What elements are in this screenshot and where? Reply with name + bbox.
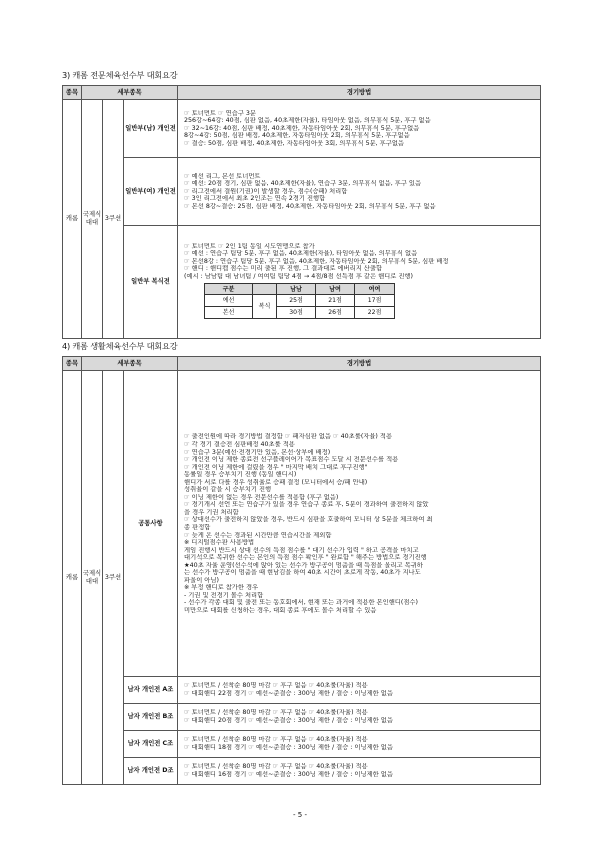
sport-cell: 캐롬: [63, 371, 82, 785]
group-name: 일반부(여) 개인전: [124, 158, 178, 226]
section3-table: [62, 85, 541, 339]
group-rules: [178, 158, 541, 226]
rule-line: ☞ 토너먼트 ☞ 2인 1팀 동일 시도연맹으로 참가: [184, 242, 315, 250]
rule-line: ☞ 토너먼트 / 선착순 80명 마감 ☞ 후구 없음 ☞ 40초룰(자율) 적용: [184, 709, 368, 717]
sport-cell: 캐롬: [63, 100, 82, 339]
rule-line: 게임 진행시 반드시 상대 선수의 득점 점수를 " 대기 선수가 입력 " 하고 공격을 마치고: [184, 546, 419, 554]
group-name: 일반부(남) 개인전: [124, 100, 178, 158]
cushion-cell: 3쿠션: [103, 100, 124, 339]
section4-title: 4) 캐롬 생활체육선수부 대회요강: [62, 341, 178, 351]
division-name: 남자 개인전 B조: [124, 704, 178, 731]
rule-line: ※ 디지털점수판 사용방법: [184, 539, 255, 547]
handicap-table: [204, 283, 395, 319]
handicap-cell: 30점: [277, 307, 316, 319]
handicap-cell: 22점: [355, 307, 395, 319]
division-name: 남자 개인전 A조: [124, 677, 178, 704]
rule-line: ☞ 대회핸디 18점 경기 ☞ 예선~준결승 : 300닝 제한 / 결승 : 이닝제한 없음: [184, 744, 393, 751]
header-category: 종목: [63, 357, 82, 371]
rule-line: ☞ 상대선수가 출전하지 않았을 경우, 반드시 심판을 호출하여 모니터 상 5분을 체크하여 최: [184, 516, 433, 524]
rule-line: ★40초 자율 운영(선수석에 앉아 있는 선수가 방구공이 멈춤을 때 득점을 올리고 복귀하: [184, 561, 423, 569]
rule-line: ※ 부정 핸디로 참가한 경우: [184, 584, 259, 592]
rule-line: ☞ 연습구 3분(예선·전경기만 있음, 본선·상부에 배정): [184, 448, 331, 456]
rule-line: 8강~4강: 50점, 심판 배정, 40초제한, 자동타임아웃 2회, 의무휴식 5분, 후구없음: [184, 132, 410, 140]
handicap-header: [253, 284, 277, 295]
rule-line: ☞ 토너먼트 / 선착순 80명 마감 ☞ 후구 없음 ☞ 40초룰(자율) 적용: [184, 763, 368, 771]
header-category: 종목: [63, 86, 82, 100]
header-detail: 세부종목: [82, 86, 178, 100]
handicap-cell: 26점: [316, 307, 355, 319]
rule-line: ☞ 토너먼트 ☞ 연습구 3분: [184, 109, 256, 117]
rule-line: - 선수가 각종 대회 및 출전 또는 동호회에서, 현재 또는 과거에 적용한 본인핸디(점수): [184, 599, 418, 607]
handicap-header: 여여: [355, 284, 395, 295]
division-rules: [178, 704, 541, 731]
handicap-row-label: 예선: [205, 295, 253, 307]
rule-line: ☞ 늦게 온 선수는 경과된 시간만큼 연습시간을 제외함: [184, 531, 332, 539]
division-rules: [178, 677, 541, 704]
rule-line: ☞ 각 경기 결승전 심판배정 40초룰 적용: [184, 440, 295, 448]
rule-line: 256강~64강: 40점, 심판 없음, 40초제한(자율), 타임아웃 없음, 의무휴식 5분, 후구 없음: [184, 117, 431, 125]
rule-line: 을 경우 기권 처리함: [184, 508, 239, 516]
level-cell: 국제식 대대: [82, 371, 103, 785]
rule-line: ☞ 핸디 : 핸디캡 점수는 미리 출된 후 진행, 그 결과대로 에버리지 산출함: [184, 265, 383, 273]
rule-line: 파울이 아님): [184, 576, 219, 584]
rule-line: - 기권 및 전경기 몰수 처리함: [184, 591, 264, 599]
rule-line: ☞ 대회핸디 22점 경기 ☞ 예선~준결승 : 300닝 제한 / 결승 : 이닝제한 없음: [184, 690, 393, 697]
rule-line: ☞ 결승: 50점, 심판 배정, 40초제한, 자동타임아웃 3회, 의무휴식 5분, 후구없음: [184, 139, 405, 147]
rule-line: 핸디가 서로 다를 경우 성취율로 승패 결정 (모니터에서 승/패 안내): [184, 478, 368, 486]
rule-line: 종 판정함: [184, 524, 211, 531]
division-rules: [178, 731, 541, 758]
page-number: - 5 -: [293, 811, 307, 819]
rule-line: ☞ 본선8강 : 연습구 팀당 5분, 후구 없음, 40초제한, 자동타임아웃 2회, 의무휴식 5분, 심판 배정: [184, 257, 449, 265]
rule-line: (예시 : 남남팀 대 남녀팀 / 여여팀 팀당 4점 → 4점/8점 선득점 후 같은 핸디로 진행): [184, 272, 413, 280]
section3-title: 3) 캐롬 전문체육선수부 대회요강: [62, 70, 178, 80]
rule-line: ☞ 본선 8강~결승: 25점, 심판 배정, 40초제한, 자동타임아웃 2회, 의무휴식 5분, 후구 없음: [184, 202, 436, 210]
group-name: 일반부 복식전: [124, 226, 178, 339]
handicap-header: 남남: [277, 284, 316, 295]
rule-line: ☞ 3인 리그전에서 최초 2인조는 연속 2경기 진행함: [184, 195, 326, 203]
rule-line: ☞ 대회핸디 20점 경기 ☞ 예선~준결승 : 300닝 제한 / 결승 : 이닝제한 없음: [184, 717, 393, 724]
section4-table: [62, 356, 541, 785]
rule-line: ☞ 예선: 20점 경기, 심판 없음, 40초제한(자율), 연습구 3분, 의무휴식 없음, 후구 있음: [184, 180, 422, 188]
level-cell: 국제식 대대: [82, 100, 103, 339]
header-detail: 세부종목: [82, 357, 178, 371]
handicap-cell: 25점: [277, 295, 316, 307]
rule-line: ☞ 리그전에서 결원(기권)이 발생할 경우, 점수(승패) 처리함: [184, 187, 348, 195]
rule-line: ☞ 개인전 이닝 제한에 걸렸을 경우 " 마지막 배치 그대로 후구진행": [184, 463, 368, 471]
rule-line: 미만으로 대회를 신청하는 경우, 대회 종료 후에도 몰수 처리할 수 있음: [184, 607, 377, 615]
header-method: 경기방법: [178, 357, 541, 371]
rule-line: ☞ 대회핸디 16점 경기 ☞ 예선~준결승 : 300닝 제한 / 결승 : 이닝제한 없음: [184, 771, 393, 778]
handicap-cell: 21점: [316, 295, 355, 307]
rule-line: ☞ 예선 리그, 본선 토너먼트: [184, 172, 261, 180]
rule-line: ☞ 예선 : 연습구 팀당 5분, 후구 없음, 40초제한(자율), 타임아웃 없음, 의무휴식 없음: [184, 250, 418, 258]
rule-line: ☞ 이닝 제한이 없는 경우 전문선수를 적용함 (후구 없음): [184, 493, 339, 501]
rule-line: 성취율이 같을 시 승부치기 진행: [184, 486, 272, 494]
rule-line: 동률일 경우 승부치기 진행 (동일 핸디시): [184, 471, 297, 479]
rule-line: 는 선수가 방구공이 멈춤을 때 현남김을 하여 40초 시간이 초로게 작동, 40초가 지나도: [184, 569, 421, 577]
rule-line: ☞ 토너먼트 / 선착순 80명 마감 ☞ 후구 없음 ☞ 40초룰(자율) 적용: [184, 736, 368, 744]
handicap-header: 남여: [316, 284, 355, 295]
rule-line: 대기석으로 복귀한 선수는 본인의 득점 점수 확인후 " 완료함 " 해주는 방법으로 경기진행: [184, 554, 427, 562]
rule-line: ☞ 32~16강: 40점, 심판 배정, 40초제한, 자동타임아웃 2회, 의무휴식 5분, 후구없음: [184, 124, 420, 132]
header-method: 경기방법: [178, 86, 541, 100]
division-name: 남자 개인전 C조: [124, 731, 178, 758]
division-rules: [178, 758, 541, 785]
rule-line: ☞ 토너먼트 / 선착순 80명 마감 ☞ 후구 없음 ☞ 40초룰(자율) 적용: [184, 682, 368, 690]
cushion-cell: 3쿠션: [103, 371, 124, 785]
common-rules: [178, 371, 541, 677]
group-rules: [178, 226, 541, 339]
handicap-header: 구분: [205, 284, 253, 295]
rule-line: ☞ 개인전 이닝 제한 종료전 선구플레이어가 목표점수 도달 시 전문선수를 적용: [184, 456, 399, 464]
division-name: 남자 개인전 D조: [124, 758, 178, 785]
rule-line: ☞ 경기개시 선언 또는 연습구가 있을 경우 연습구 종료 후, 5분이 경과하여 출전하지 않았: [184, 501, 429, 509]
group-rules: [178, 100, 541, 158]
handicap-row-label: 본선: [205, 307, 253, 319]
handicap-cell: 17점: [355, 295, 395, 307]
handicap-merged-label: 복식: [253, 295, 277, 319]
common-name: 공통사항: [124, 371, 178, 677]
rule-line: ☞ 출전인원에 따라 경기방법 결정함 ☞ 패자심판 없음 ☞ 40초룰(자율) 적용: [184, 433, 393, 441]
